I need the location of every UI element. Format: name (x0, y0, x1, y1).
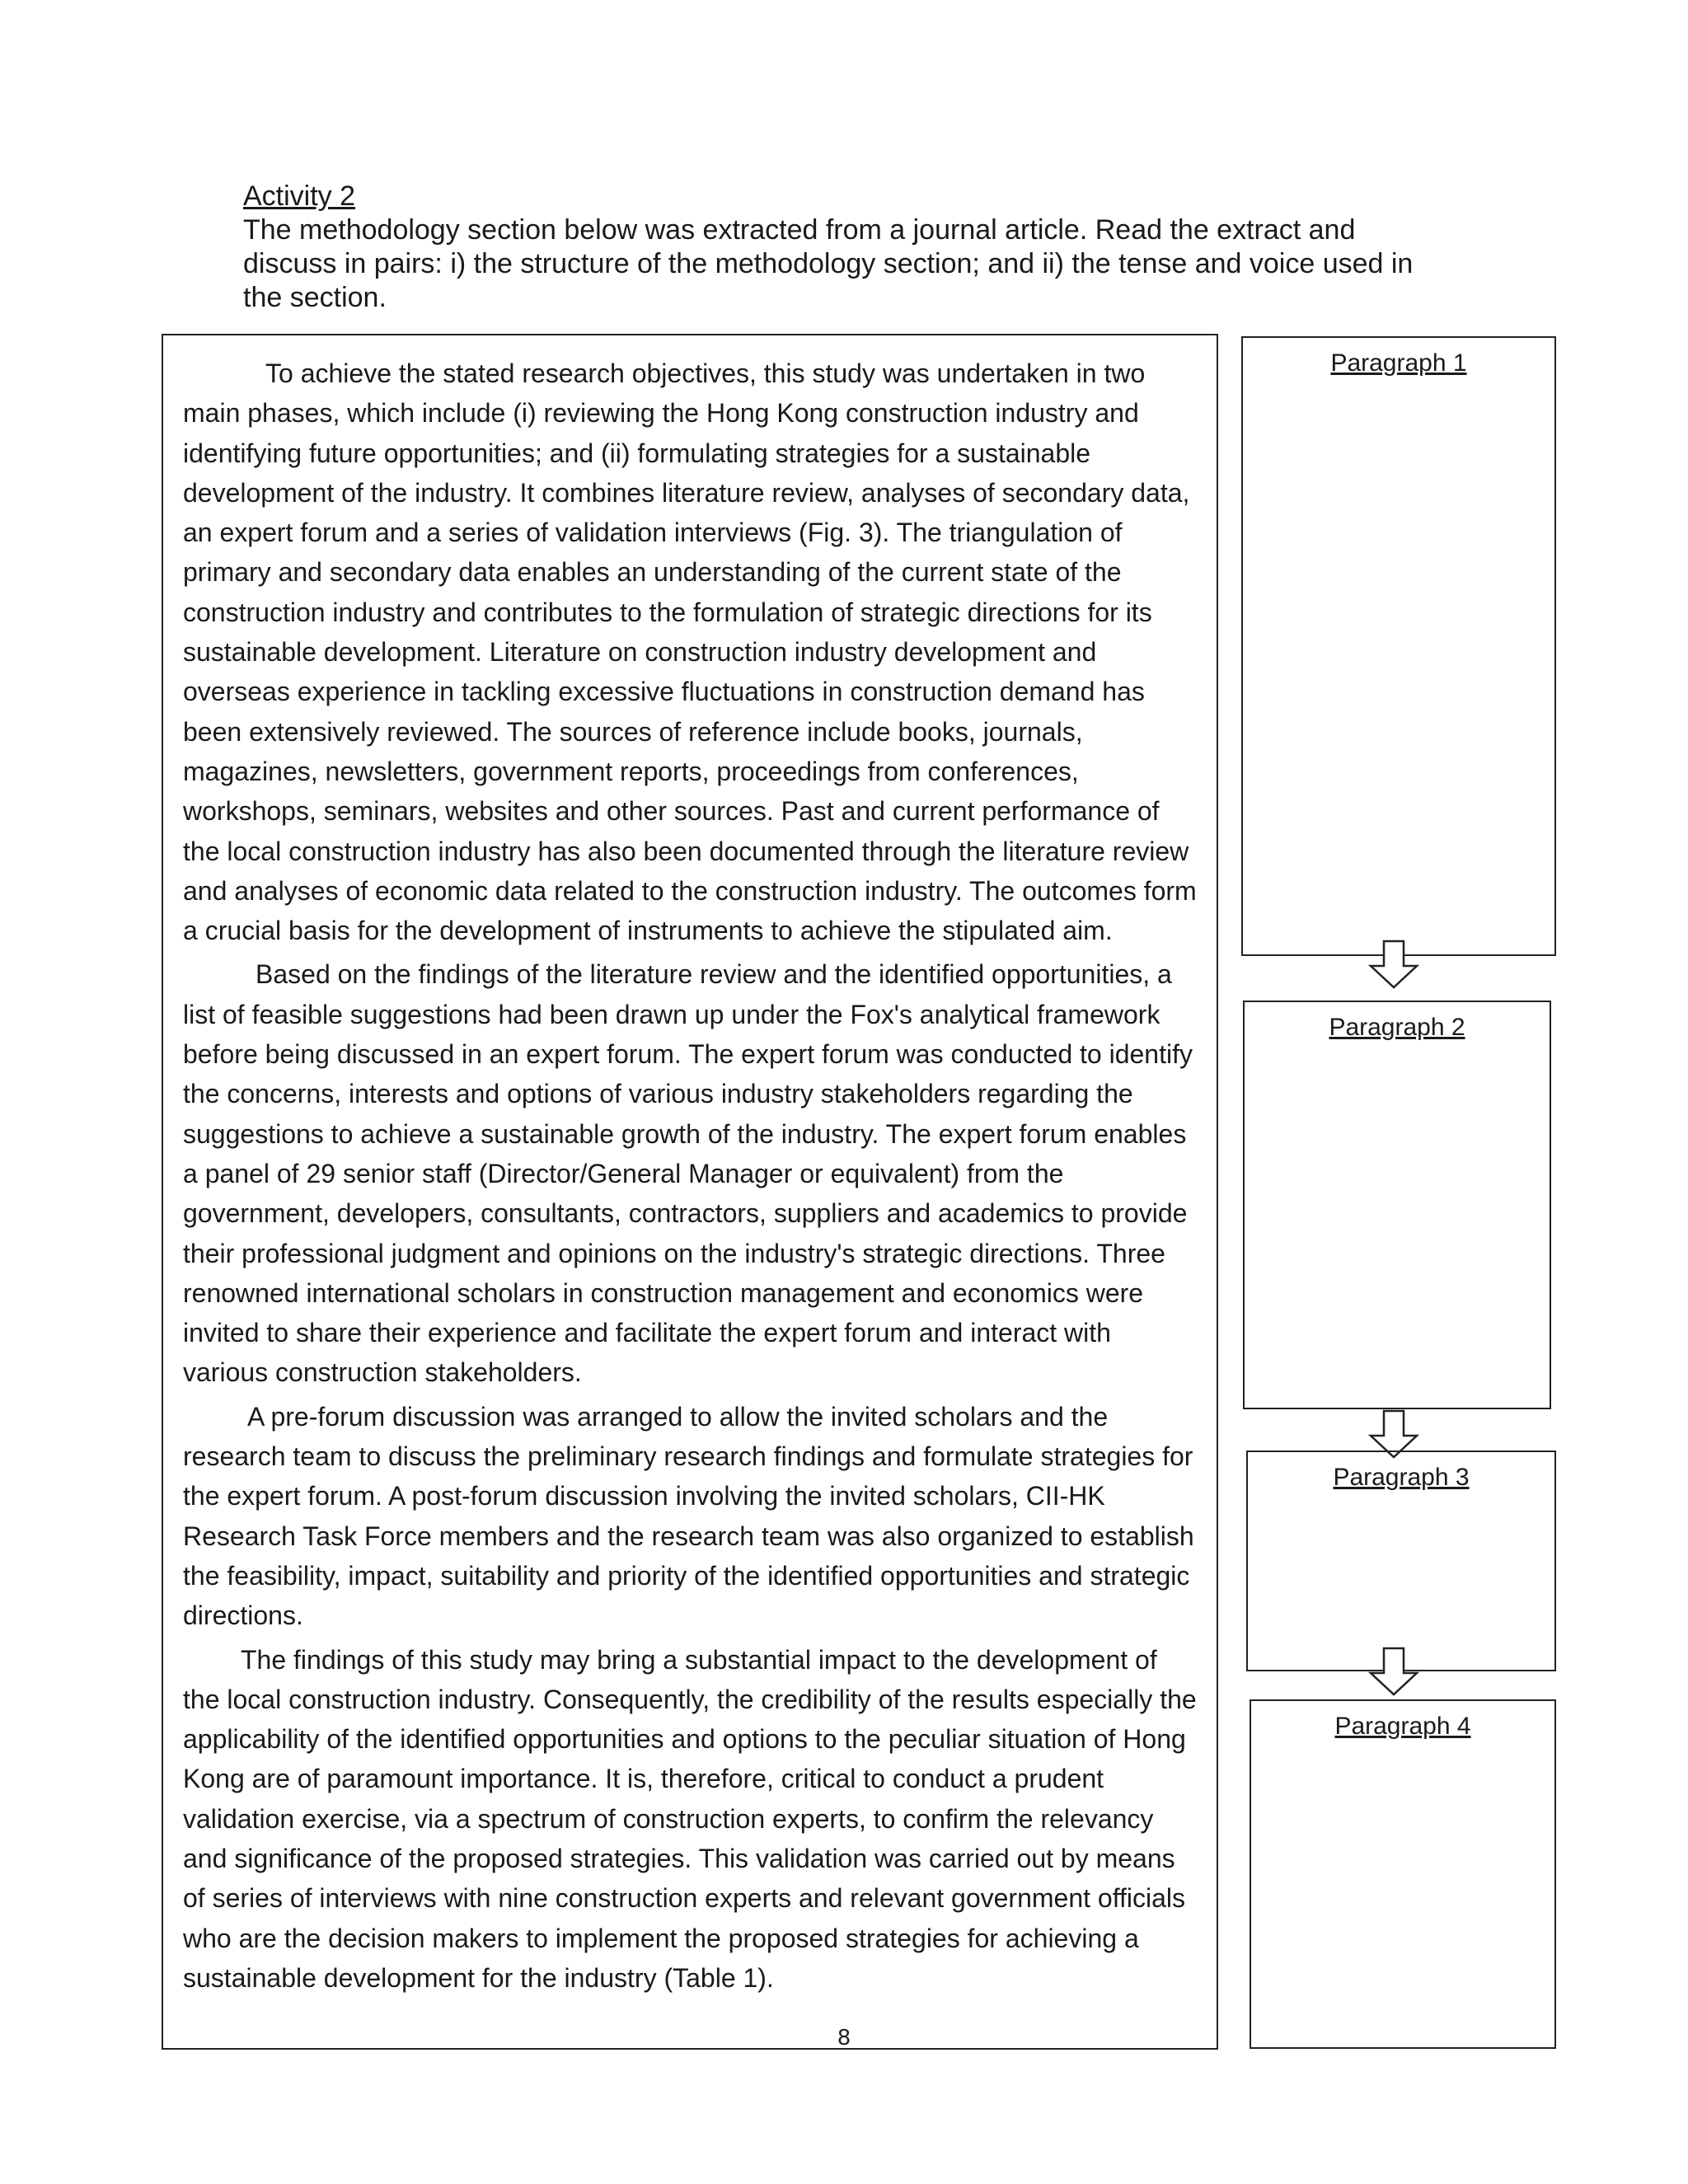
page-number: 8 (837, 2026, 851, 2050)
paragraph-4-box (1250, 1699, 1556, 2049)
paragraph-3-label: Paragraph 3 (1333, 1464, 1470, 1491)
down-arrow-icon (1367, 1647, 1420, 1698)
extract-paragraph-3: A pre-forum discussion was arranged to allow the invited scholars and the research team to discuss the preliminary research findings and formulate strategies for the expert forum. A post-forum discussion involving the invited scholars, CII-HK Research Task Force members and the research team was also organized to establish the feasibility, impact, suitability and priority of the identified opportunities and strategic directions. (183, 1401, 1194, 1631)
paragraph-4-label: Paragraph 4 (1334, 1713, 1471, 1740)
methodology-extract (162, 334, 1218, 2050)
activity-header (243, 180, 1422, 315)
paragraph-3-box (1246, 1451, 1556, 1671)
activity-title: Activity 2 (243, 180, 356, 212)
paragraph-1-label: Paragraph 1 (1330, 349, 1467, 377)
extract-paragraph-1: To achieve the stated research objectives, this study was undertaken in two main phases, which include (i) reviewing the Hong Kong construction industry and identifying future opportunities; and (ii) formulating strategies for a sustainable development of the industry. It combines literature review, analyses of secondary data, an expert forum and a series of validation interviews (Fig. 3). The triangulation of primary and secondary data enables an understanding of the current state of the construction industry and contributes to the formulation of strategic directions for its sustainable development. Literature on construction industry development and overseas experience in tackling excessive fluctuations in construction demand has been extensively reviewed. The sources of reference include books, journals, magazines, newsletters, government reports, proceedings from conferences, workshops, seminars, websites and other sources. Past and current performance of the local construction industry has also been documented through the literature review and analyses of economic data related to the construction industry. The outcomes form a crucial basis for the development of instruments to achieve the stipulated aim. (183, 359, 1197, 946)
paragraph-2-box (1243, 1001, 1551, 1409)
extract-paragraph-4: The findings of this study may bring a substantial impact to the development of the local construction industry. Consequently, the credibility of the results especially the applicability of the identified opportunities and options to the peculiar situation of Hong Kong are of paramount importance. It is, therefore, critical to conduct a prudent validation exercise, via a spectrum of construction experts, to confirm the relevancy and significance of the proposed strategies. This validation was carried out by means of series of interviews with nine construction experts and relevant government officials who are the decision makers to implement the proposed strategies for achieving a sustainable development for the industry (Table 1). (183, 1644, 1197, 1993)
paragraph-1-box (1241, 336, 1556, 956)
down-arrow-icon (1367, 940, 1420, 991)
paragraph-2-label: Paragraph 2 (1329, 1014, 1465, 1041)
activity-instructions: The methodology section below was extracted from a journal article. Read the extract and discuss in pairs: i) the structure of the methodology section; and ii) the tense and voice used in the section. (243, 214, 1414, 313)
extract-paragraph-2: Based on the findings of the literature review and the identified opportunities, a list of feasible suggestions had been drawn up under the Fox's analytical framework before being discussed in an expert forum. The expert forum was conducted to identify the concerns, interests and options of various industry stakeholders regarding the suggestions to achieve a sustainable growth of the industry. The expert forum enables a panel of 29 senior staff (Director/General Manager or equivalent) from the government, developers, consultants, contractors, suppliers and academics to provide their professional judgment and opinions on the industry's strategic directions. Three renowned international scholars in construction management and economics were invited to share their experience and facilitate the expert forum and interact with various construction stakeholders. (183, 959, 1193, 1388)
